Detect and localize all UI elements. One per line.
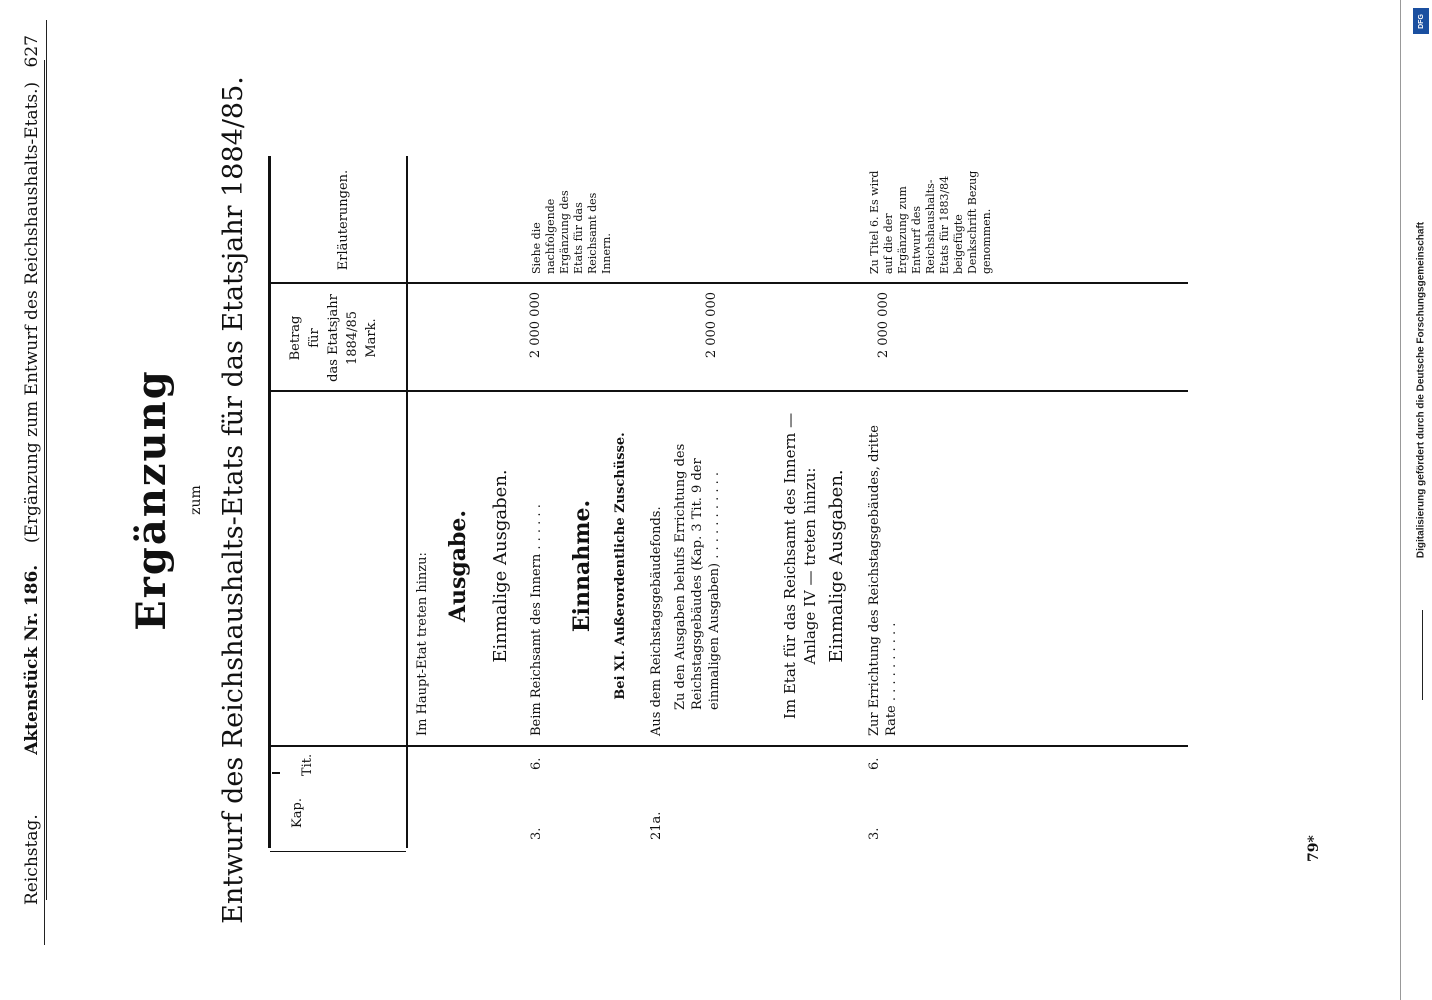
running-head-prefix: Reichstag. — [22, 814, 42, 905]
page-number: 627 — [22, 35, 42, 68]
scan-edge-line — [44, 60, 45, 945]
running-head-rule — [46, 20, 47, 900]
section3-text: Zur Errichtung des Reichstagsgebäudes, dritte Rate . . . . . . . . . . — [867, 425, 899, 736]
section2-kap: 21a. — [649, 811, 664, 840]
column-rule-notes — [268, 282, 1188, 284]
section2-text1: Aus dem Reichstagsgebäudefonds. — [649, 506, 664, 736]
kap-tit-divider — [270, 851, 406, 852]
section1-heading: Ausgabe. — [445, 509, 471, 623]
page-subtitle: Entwurf des Reichshaushalts-Etats für das Etatsjahr 1884/85. — [218, 76, 249, 924]
section1-amount: 2 000 000 — [528, 292, 543, 359]
section3-kap: 3. — [867, 827, 882, 840]
running-head-title: (Ergänzung zum Entwurf des Reichshaushalts-Etats.) — [22, 81, 42, 544]
header-tit: Tit. — [300, 753, 315, 777]
digitization-credit — [1410, 0, 1432, 1000]
section3-amount: 2 000 000 — [876, 292, 891, 359]
section2-subheading: Bei XI. Außerordentliche Zuschüsse. — [613, 432, 628, 700]
kap-tit-rule — [270, 156, 271, 848]
section2-text2: Zu den Ausgaben behufs Errichtung des Reichstagsgebäudes (Kap. 3 Tit. 9 der einmaligen Ausgaben) . . . . . . . . . . . — [673, 443, 722, 710]
section3-tit: 6. — [867, 757, 882, 770]
section1-note: Siehe die nachfolgende Ergänzung des Etats für das Reichsamt des Innern. — [530, 190, 613, 274]
running-head-akten: Aktenstück Nr. 186. — [22, 564, 42, 755]
section1-intro: Im Haupt-Etat treten hinzu: — [415, 552, 430, 736]
section3-subheading: Einmalige Ausgaben. — [826, 469, 847, 663]
section1-subheading: Einmalige Ausgaben. — [490, 469, 511, 663]
header-kap: Kap. — [290, 798, 305, 828]
page-title: Ergänzung — [128, 369, 175, 631]
column-rule-amount — [268, 390, 1188, 392]
section1-tit: 6. — [529, 757, 544, 770]
section1-text: Beim Reichsamt des Innern . . . . . . — [529, 504, 544, 736]
credit-text: Digitalisierung gefördert durch die Deutsche Forschungsgemeinschaft — [1415, 221, 1427, 559]
dfg-logo-icon: DFG — [1413, 8, 1429, 34]
header-betrag: Betrag für das Etatsjahr 1884/85 Mark. — [288, 294, 379, 382]
section2-amount: 2 000 000 — [704, 292, 719, 359]
page-signature-mark: 79* — [1306, 835, 1322, 862]
title-connector: zum — [188, 485, 204, 515]
section3-intro: Im Etat für das Reichsamt des Innern — Anlage IV — treten hinzu: — [781, 412, 819, 720]
section3-note: Zu Titel 6. Es wird auf die der Ergänzung zum Entwurf des Reichshaushalts-Etats für 1883/84 beigefügte Denkschrift Bezug genommen. — [868, 170, 993, 274]
page-edge-line — [1400, 0, 1401, 1000]
running-head — [18, 35, 58, 925]
section1-kap: 3. — [529, 827, 544, 840]
column-rule — [272, 772, 280, 774]
column-rule-text — [268, 745, 1188, 747]
section2-heading: Einnahme. — [569, 499, 595, 633]
header-erlaeuterungen: Erläuterungen. — [336, 169, 351, 271]
